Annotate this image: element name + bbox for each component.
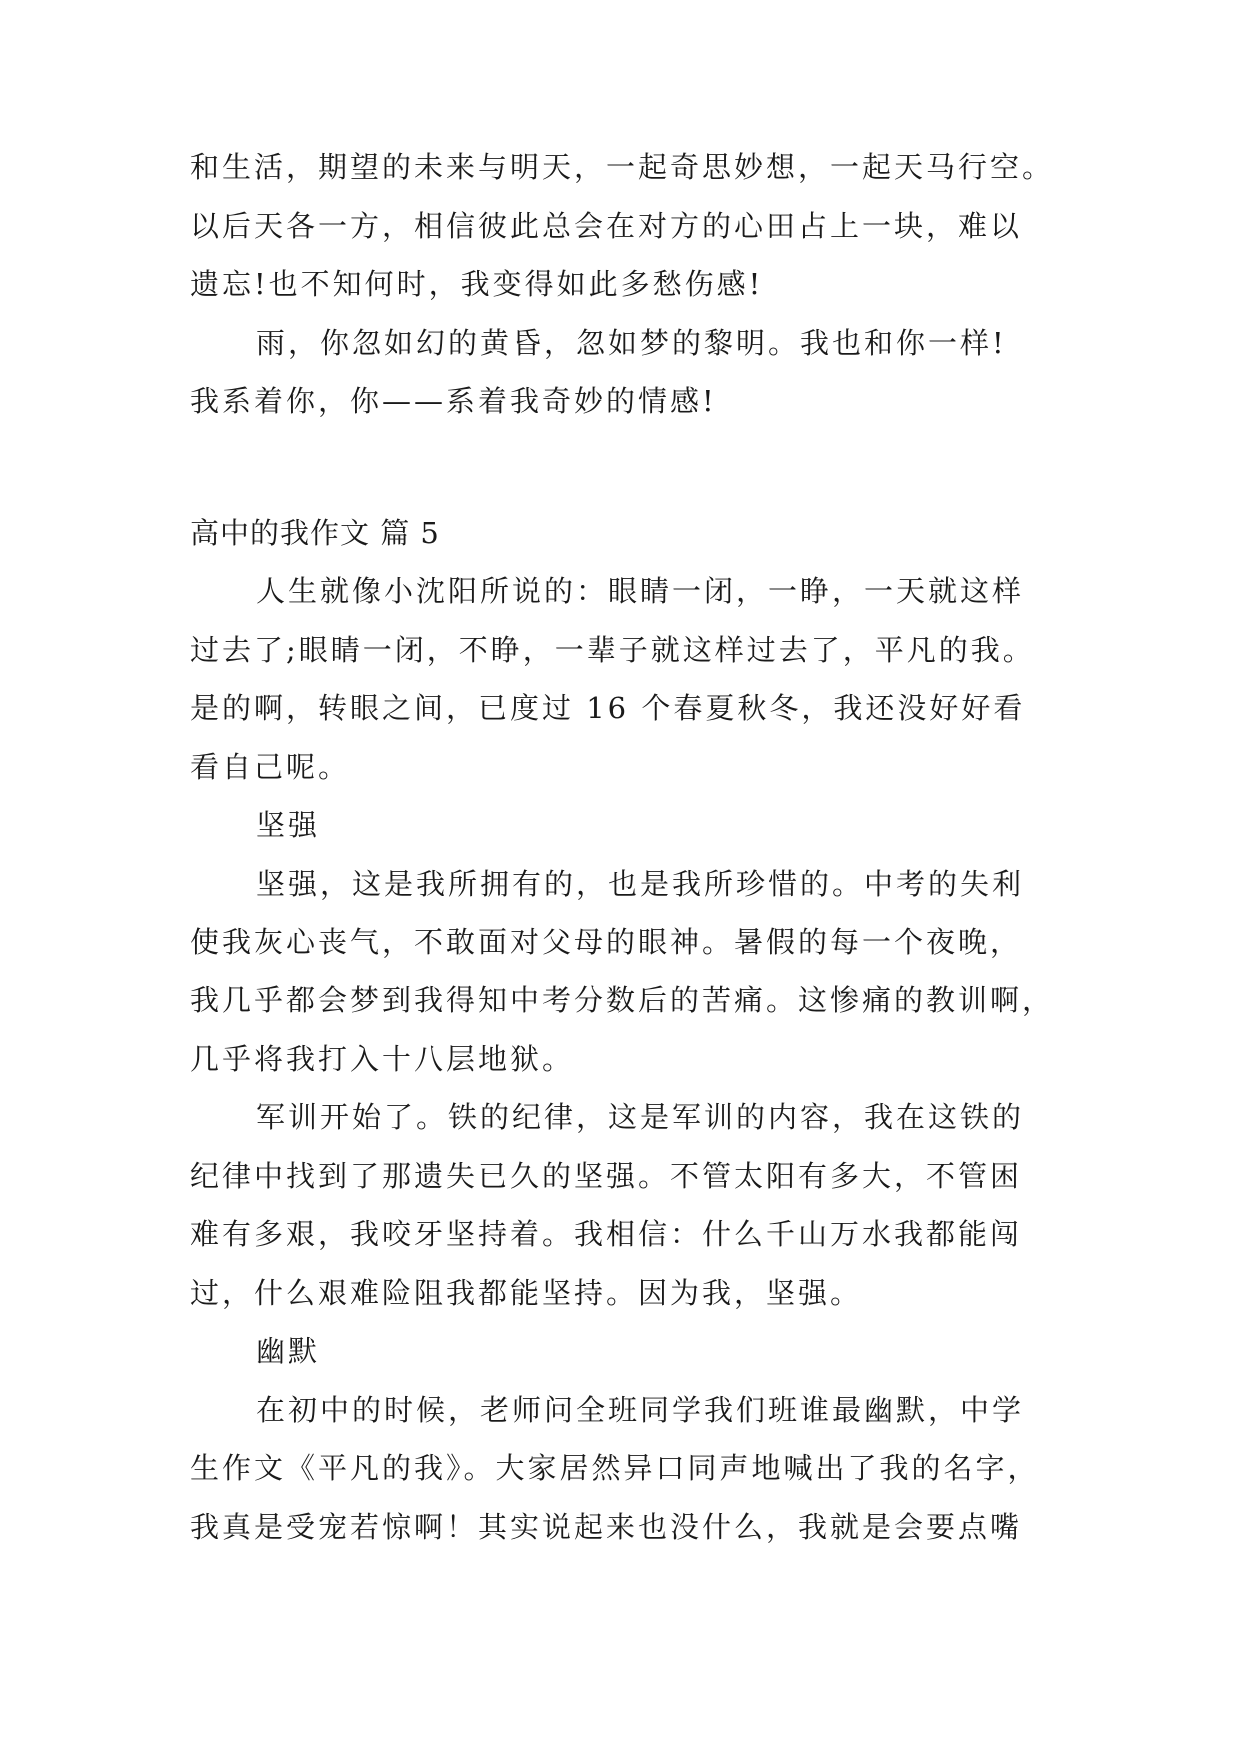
- text-line: 纪律中找到了那遗失已久的坚强。不管太阳有多大，不管困: [190, 1159, 1023, 1193]
- text-line: 看自己呢。: [190, 750, 351, 784]
- paragraph-start: 坚强，这是我所拥有的，也是我所珍惜的。中考的失利: [256, 867, 1025, 901]
- text-line: 遗忘!也不知何时，我变得如此多愁伤感!: [190, 267, 764, 301]
- paragraph-start: 雨，你忽如幻的黄昏，忽如梦的黎明。我也和你一样!: [256, 326, 1007, 360]
- text-line: 过去了;眼睛一闭，不睁，一辈子就这样过去了，平凡的我。: [190, 633, 1035, 667]
- subheading: 幽默: [256, 1334, 321, 1368]
- text-line: 过，什么艰难险阻我都能坚持。因为我，坚强。: [190, 1276, 863, 1310]
- paragraph-start: 人生就像小沈阳所说的：眼睛一闭，一睁，一天就这样: [256, 574, 1025, 608]
- subheading: 坚强: [256, 808, 321, 842]
- text-line: 我真是受宠若惊啊！其实说起来也没什么，我就是会要点嘴: [190, 1510, 1023, 1544]
- text-line: 几乎将我打入十八层地狱。: [190, 1042, 575, 1076]
- text-line: 使我灰心丧气，不敢面对父母的眼神。暑假的每一个夜晚，: [190, 925, 1023, 959]
- section-title: 高中的我作文 篇 5: [190, 516, 440, 550]
- text-line: 生作文《平凡的我》。大家居然异口同声地喊出了我的名字，: [190, 1451, 1040, 1485]
- paragraph-start: 在初中的时候，老师问全班同学我们班谁最幽默，中学: [256, 1393, 1025, 1427]
- text-line: 以后天各一方，相信彼此总会在对方的心田占上一块，难以: [190, 209, 1023, 243]
- text-line: 我系着你，你——系着我奇妙的情感!: [190, 384, 717, 418]
- text-line: 和生活，期望的未来与明天，一起奇思妙想，一起天马行空。: [190, 150, 1055, 184]
- paragraph-start: 军训开始了。铁的纪律，这是军训的内容，我在这铁的: [256, 1100, 1025, 1134]
- text-line: 难有多艰，我咬牙坚持着。我相信：什么千山万水我都能闯: [190, 1217, 1023, 1251]
- text-line: 是的啊，转眼之间，已度过 16 个春夏秋冬，我还没好好看: [190, 691, 1026, 725]
- text-line: 我几乎都会梦到我得知中考分数后的苦痛。这惨痛的教训啊，: [190, 983, 1055, 1017]
